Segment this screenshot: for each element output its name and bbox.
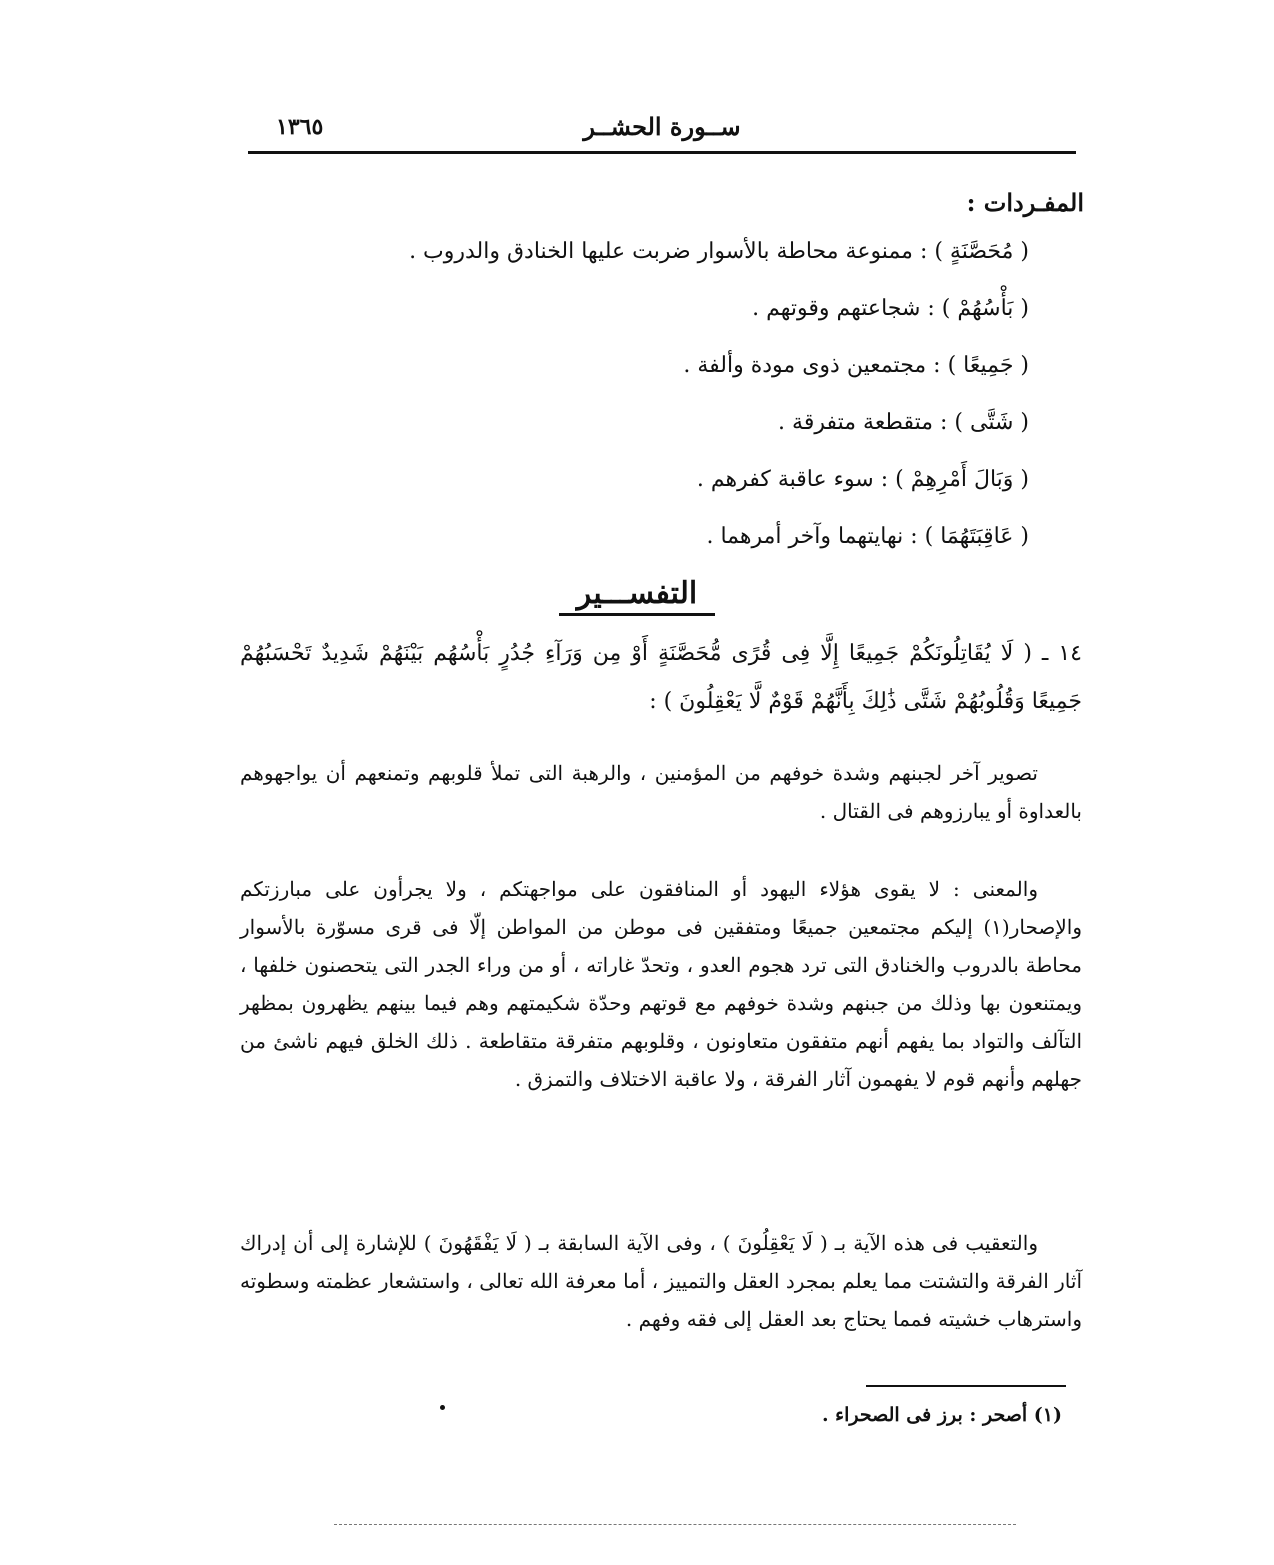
paragraph-text: والمعنى : لا يقوى هؤلاء اليهود أو المنافقون على مواجهتكم ، ولا يجرأون على مبارزتكم والإصحار(١) إليكم مجتمعين جميعًا ومتفقين فى موطن من المواطن إلّا فى قرى مسوّرة بالأسوار محاطة بالدروب والخنادق التى ترد هجوم العدو ، وتحدّ غاراته ، أو من وراء الجدر التى يتحصنون خلفها ، ويمتنعون بها وذلك من جبنهم وشدة خوفهم مع قوتهم وحدّة شكيمتهم وهم فيما بينهم يظهرون بمظهر التآلف والتواد بما يفهم أنهم متفقون متعاونون ، وقلوبهم متفرقة متقاطعة . ذلك الخلق فيهم ناشئ من جهلهم وأنهم قوم لا يفهمون آثار الفرقة ، ولا عاقبة الاختلاف والتمزق . xyxy=(240,877,1082,1091)
footnote: (١) أصحر : برز فى الصحراء . xyxy=(821,1404,1062,1426)
vocabulary-item: ( جَمِيعًا ) : مجتمعين ذوى مودة وألفة . xyxy=(683,353,1029,378)
vocabulary-item: ( بَأْسُهُمْ ) : شجاعتهم وقوتهم . xyxy=(752,296,1029,321)
surah-title: ســورة الحشــر xyxy=(583,112,741,141)
vocabulary-list xyxy=(169,232,1029,574)
verse-text: ١٤ ـ ( لَا يُقَاتِلُونَكُمْ جَمِيعًا إِلَّا فِى قُرًى مُّحَصَّنَةٍ أَوْ مِن وَرَآءِ جُدُرٍ بَأْسُهُم بَيْنَهُمْ شَدِيدٌ تَحْسَبُهُمْ جَمِيعًا وَقُلُوبُهُمْ شَتَّى ذَٰلِكَ بِأَنَّهُمْ قَوْمٌ لَّا يَعْقِلُونَ ) : xyxy=(240,641,1082,714)
paragraph-text: تصوير آخر لجبنهم وشدة خوفهم من المؤمنين ، والرهبة التى تملأ قلوبهم وتمنعهم أن يواجهوهم بالعداوة أو يبارزوهم فى القتال . xyxy=(240,761,1082,823)
bottom-divider xyxy=(334,1524,1016,1525)
dot-mark xyxy=(440,1405,445,1410)
vocabulary-item: ( مُحَصَّنَةٍ ) : ممنوعة محاطة بالأسوار ضربت عليها الخنادق والدروب . xyxy=(409,239,1029,264)
footnote-divider xyxy=(866,1385,1066,1387)
header-divider xyxy=(248,151,1076,154)
vocabulary-item: ( وَبَالَ أَمْرِهِمْ ) : سوء عاقبة كفرهم . xyxy=(696,467,1029,492)
vocabulary-item: ( عَاقِبَتَهُمَا ) : نهايتهما وآخر أمرهما . xyxy=(706,524,1029,549)
vocabulary-heading: المفـردات : xyxy=(966,188,1084,217)
paragraph xyxy=(240,1224,1082,1338)
page-number: ١٣٦٥ xyxy=(276,114,324,140)
paragraph-text: والتعقيب فى هذه الآية بـ ( لَا يَعْقِلُونَ ) ، وفى الآية السابقة بـ ( لَا يَفْقَهُونَ ) للإشارة إلى أن إدراك آثار الفرقة والتشتت مما يعلم بمجرد العقل والتمييز ، أما معرفة الله تعالى ، واستشعار عظمته وسطوته واسترهاب خشيته فمما يحتاج بعد العقل إلى فقه وفهم . xyxy=(240,1231,1082,1331)
vocabulary-item: ( شَتَّى ) : متقطعة متفرقة . xyxy=(778,410,1029,435)
paragraph xyxy=(240,870,1082,1098)
tafsir-heading xyxy=(0,576,1274,611)
tafsir-heading-text: التفســـير xyxy=(559,576,715,616)
page-header xyxy=(248,112,1076,152)
paragraph xyxy=(240,754,1082,830)
